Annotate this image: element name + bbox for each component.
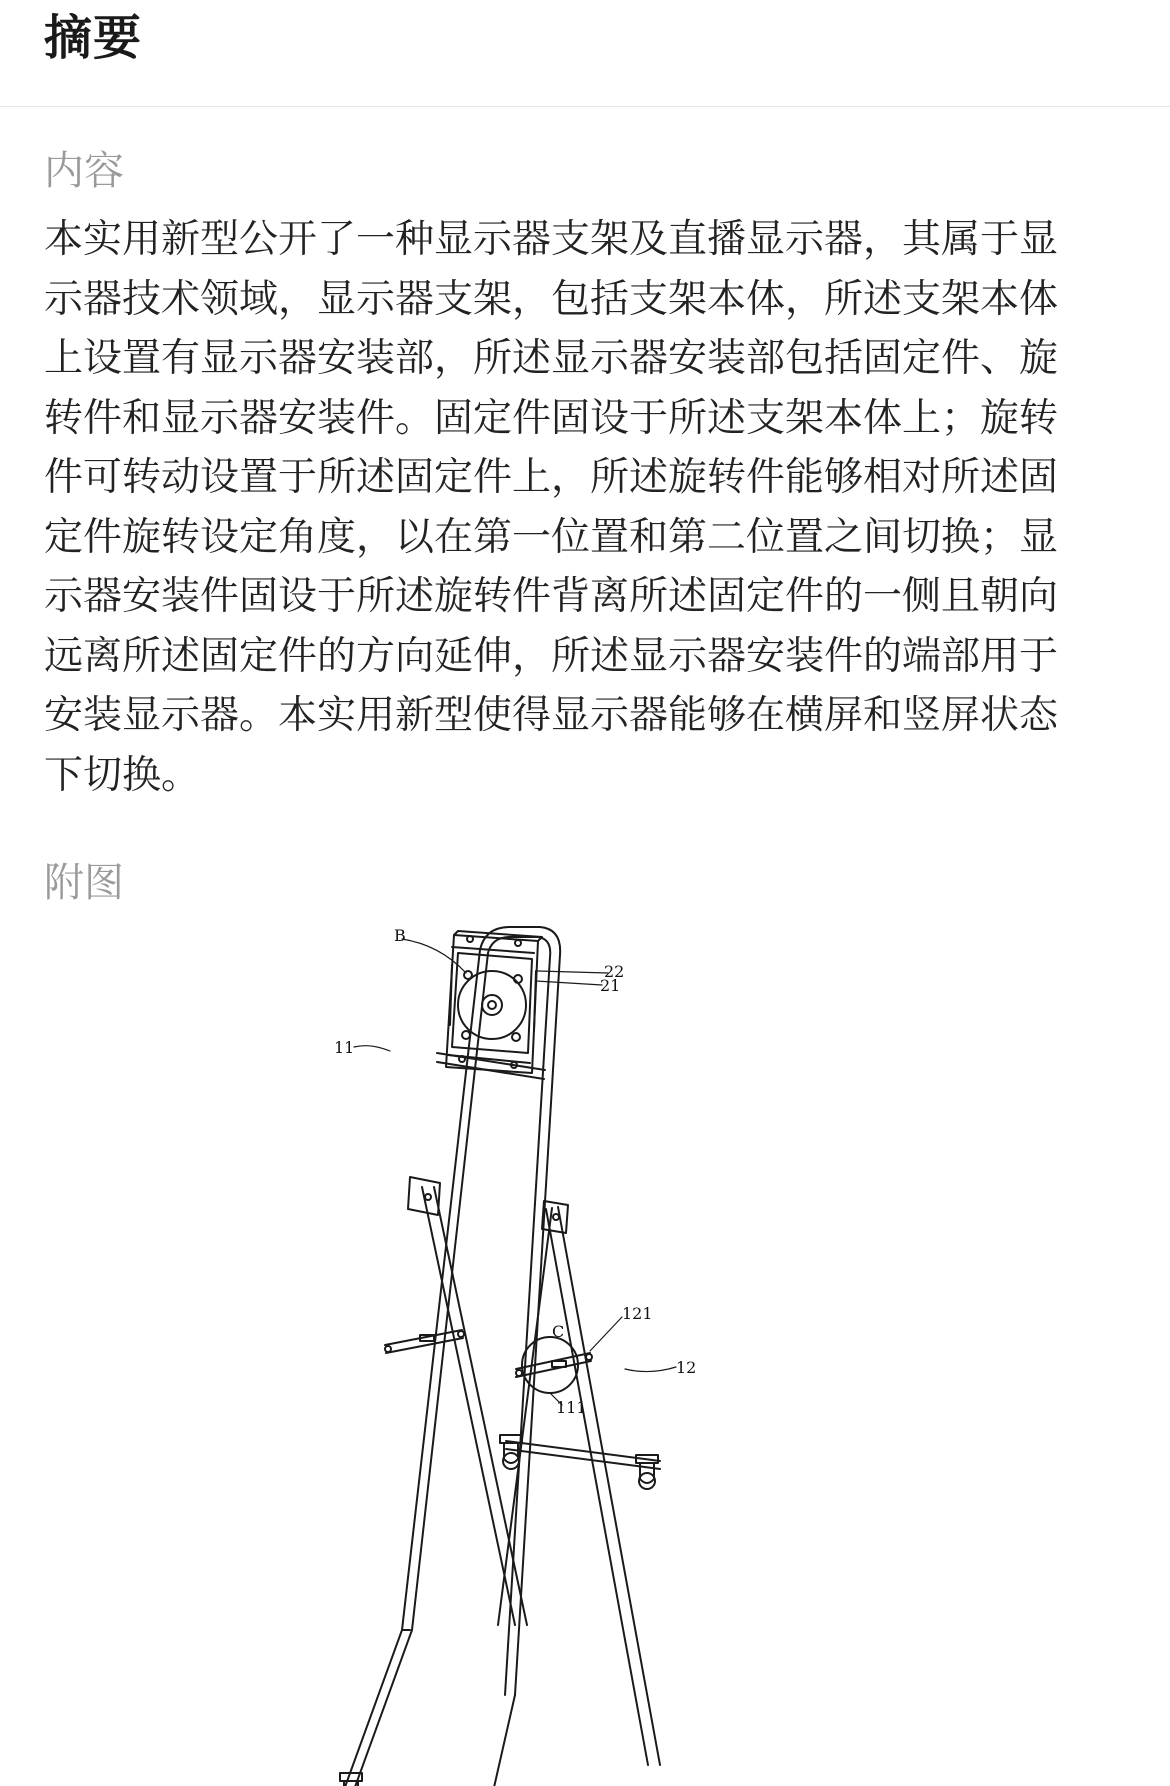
upright-left-lower-2 <box>355 1630 412 1786</box>
callout-12: 12 <box>676 1358 697 1377</box>
frame-outer <box>402 927 560 1695</box>
rear-leg-left-2 <box>434 1187 527 1625</box>
rear-leg-left <box>422 1187 515 1625</box>
patent-drawing <box>334 925 810 1780</box>
hinge-plate-right <box>542 1201 568 1233</box>
upright-right-lower <box>490 1695 515 1786</box>
caster-rear-left <box>500 1435 522 1469</box>
page-title: 摘要 <box>44 10 143 66</box>
brace-right-2 <box>516 1361 591 1377</box>
leader-21 <box>536 981 602 985</box>
page-header <box>0 0 1170 107</box>
rotary-hub-inner <box>488 1001 496 1009</box>
callout-111: 111 <box>556 1398 587 1417</box>
display-stand-drawing <box>334 925 810 1780</box>
rotary-hub <box>482 995 502 1015</box>
callout-22: 22 <box>604 962 625 981</box>
abstract-text: 本实用新型公开了一种显示器支架及直播显示器，其属于显示器技术领域，显示器支架，包括支架本体，所述支架本体上设置有显示器安装部，所述显示器安装部包括固定件、旋转件和显示器安装件。固定件固设于所述支架本体上；旋转件可转动设置于所述固定件上，所述旋转件能够相对所述固定件旋转设定角度，以在第一位置和第二位置之间切换；显示器安装件固设于所述旋转件背离所述固定件的一侧且朝向远离所述固定件的方向延伸，所述显示器安装件的端部用于安装显示器。本实用新型使得显示器能够在横屏和竖屏状态下切换。 <box>44 217 1059 798</box>
callout-11: 11 <box>334 1038 355 1057</box>
callout-21: 21 <box>600 976 621 995</box>
upright-left-lower <box>345 1630 402 1786</box>
rear-leg-right-front <box>498 1208 552 1625</box>
callout-b: B <box>394 926 406 945</box>
figure-section-label: 附图 <box>44 860 124 906</box>
leader-121 <box>590 1317 622 1351</box>
callout-121: 121 <box>622 1304 653 1323</box>
brace-left <box>385 1330 462 1345</box>
leader-12 <box>625 1367 676 1372</box>
rear-leg-right-2 <box>546 1209 648 1765</box>
rear-leg-right <box>558 1207 660 1765</box>
content-section-label: 内容 <box>44 148 124 194</box>
callout-c: C <box>552 1322 565 1341</box>
mount-clamp-top <box>452 947 534 953</box>
leader-11 <box>354 1046 390 1051</box>
frame-inner <box>412 937 550 1695</box>
